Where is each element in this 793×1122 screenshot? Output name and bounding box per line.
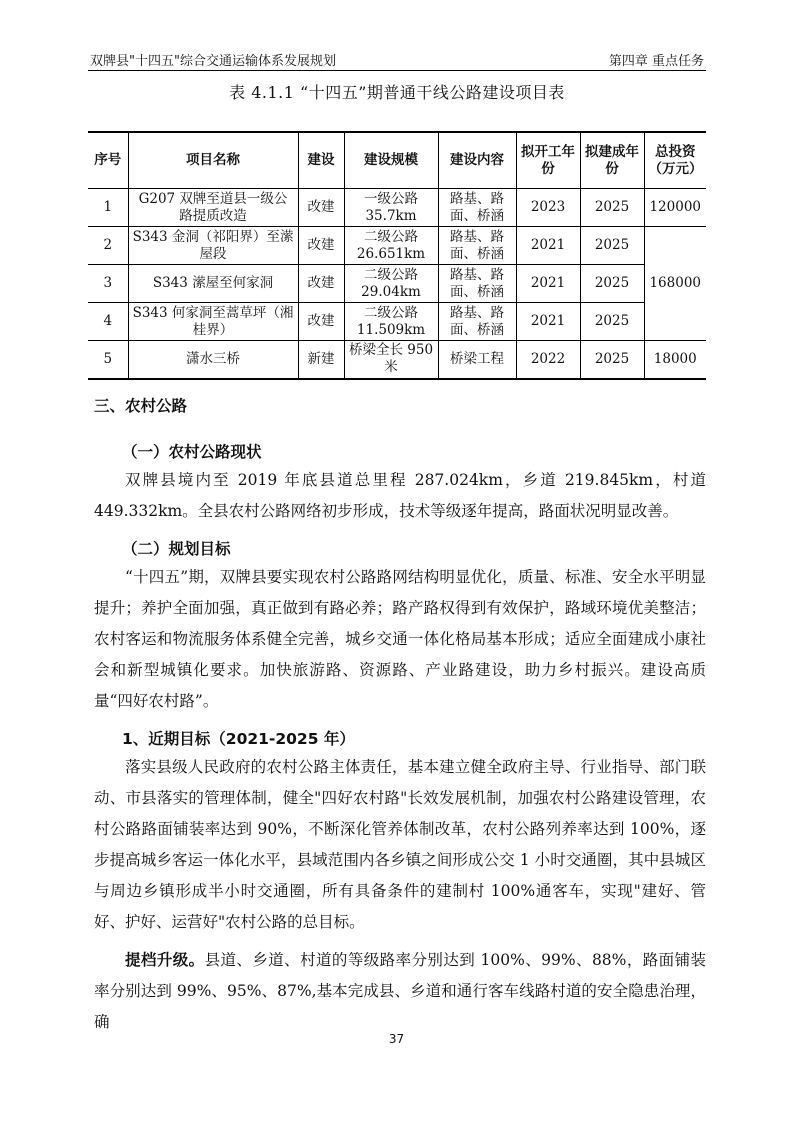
table-row xyxy=(88,265,706,303)
table-caption: 表 4.1.1 “十四五”期普通干线公路建设项目表 xyxy=(229,83,565,102)
table-row xyxy=(88,303,706,341)
cell-name: 潇水三桥 xyxy=(128,341,298,379)
table-row xyxy=(88,341,706,379)
cell-start: 2021 xyxy=(516,227,580,265)
cell-invest: 168000 xyxy=(644,227,706,341)
table-row xyxy=(88,189,706,227)
paragraph-text: 县道、乡道、村道的等级路率分别达到 100%、99%、88%，路面铺装率分别达到 99%、95%、87%,基本完成县、乡道和通行客车线路村道的安全隐患治理，确 xyxy=(94,951,706,1031)
cell-finish: 2025 xyxy=(580,341,644,379)
cell-type: 改建 xyxy=(298,227,344,265)
cell-scale: 二级公路 26.651km xyxy=(344,227,438,265)
cell-type: 改建 xyxy=(298,303,344,341)
cell-type: 改建 xyxy=(298,265,344,303)
cell-type: 改建 xyxy=(298,189,344,227)
cell-name: S343 金洞（祁阳界）至潆屋段 xyxy=(128,227,298,265)
column-header: 拟开工年份 xyxy=(516,132,580,189)
column-header: 建设内容 xyxy=(438,132,516,189)
subsection-heading: （一）农村公路现状 xyxy=(122,443,262,461)
cell-name: G207 双牌至道县一级公路提质改造 xyxy=(128,189,298,227)
bold-lead: 提档升级。 xyxy=(125,951,205,969)
cell-scale: 二级公路 29.04km xyxy=(344,265,438,303)
cell-no: 2 xyxy=(88,227,128,265)
paragraph: “十四五”期，双牌县要实现农村公路路网结构明显优化，质量、标准、安全水平明显提升；养护全面加强，真正做到有路必养；路产路权得到有效保护，路域环境优美整洁；农村客运和物流服务体系健全完善，城乡交通一体化格局基本形成；适应全面建成小康社会和新型城镇化要求。加快旅游路、资源路、产业路建设，助力乡村振兴。建设高质量“四好农村路”。 xyxy=(94,568,706,710)
header-divider xyxy=(88,70,706,71)
cell-scale: 二级公路 11.509km xyxy=(344,303,438,341)
column-header: 项目名称 xyxy=(128,132,298,189)
cell-content: 路基、路面、桥涵 xyxy=(438,303,516,341)
cell-start: 2021 xyxy=(516,265,580,303)
table-header-row xyxy=(88,132,706,189)
column-header: 建设规模 xyxy=(344,132,438,189)
paragraph: 落实县级人民政府的农村公路主体责任，基本建立健全政府主导、行业指导、部门联动、市县落实的管理体制，健全"四好农村路"长效发展机制，加强农村公路建设管理，农村公路路面铺装率达到 90%，不断深化管养体制改革，农村公路列养率达到 100%，逐步提高城乡客运一体化水平，县域范围内各乡镇之间形成公交 1 小时交通圈，其中县城区与周边乡镇形成半小时交通圈，所有具备条件的建制村 100%通客车，实现"建好、管好、护好、运营好"农村公路的总目标。 xyxy=(94,758,706,931)
cell-start: 2023 xyxy=(516,189,580,227)
cell-no: 4 xyxy=(88,303,128,341)
cell-name: S343 何家洞至蒿草坪（湘桂界） xyxy=(128,303,298,341)
subsection-heading: 1、近期目标（2021-2025 年） xyxy=(122,730,355,748)
cell-scale: 一级公路 35.7km xyxy=(344,189,438,227)
cell-finish: 2025 xyxy=(580,189,644,227)
cell-no: 1 xyxy=(88,189,128,227)
cell-no: 5 xyxy=(88,341,128,379)
column-header: 建设 xyxy=(298,132,344,189)
cell-scale: 桥梁全长 950 米 xyxy=(344,341,438,379)
cell-name: S343 潆屋至何家洞 xyxy=(128,265,298,303)
paragraph xyxy=(94,945,706,1038)
cell-start: 2022 xyxy=(516,341,580,379)
cell-invest: 120000 xyxy=(644,189,706,227)
paragraph: 双牌县境内至 2019 年底县道总里程 287.024km，乡道 219.845km，村道 449.332km。全县农村公路网络初步形成，技术等级逐年提高，路面状况明显改善。 xyxy=(94,471,706,520)
cell-content: 路基、路面、桥涵 xyxy=(438,265,516,303)
cell-invest: 18000 xyxy=(644,341,706,379)
cell-finish: 2025 xyxy=(580,265,644,303)
chapter-title: 第四章 重点任务 xyxy=(608,54,704,69)
cell-start: 2021 xyxy=(516,303,580,341)
cell-no: 3 xyxy=(88,265,128,303)
project-table xyxy=(88,131,706,380)
table-row xyxy=(88,227,706,265)
column-header: 总投资（万元） xyxy=(644,132,706,189)
subsection-heading: （二）规划目标 xyxy=(122,540,231,558)
cell-content: 桥梁工程 xyxy=(438,341,516,379)
page-header xyxy=(88,50,706,70)
cell-finish: 2025 xyxy=(580,303,644,341)
section-heading: 三、农村公路 xyxy=(94,397,188,415)
cell-type: 新建 xyxy=(298,341,344,379)
cell-content: 路基、路面、桥涵 xyxy=(438,189,516,227)
column-header: 拟建成年份 xyxy=(580,132,644,189)
column-header: 序号 xyxy=(88,132,128,189)
cell-content: 路基、路面、桥涵 xyxy=(438,227,516,265)
cell-finish: 2025 xyxy=(580,227,644,265)
document-title: 双牌县"十四五"综合交通运输体系发展规划 xyxy=(90,54,336,69)
page-number: 37 xyxy=(388,1032,405,1046)
